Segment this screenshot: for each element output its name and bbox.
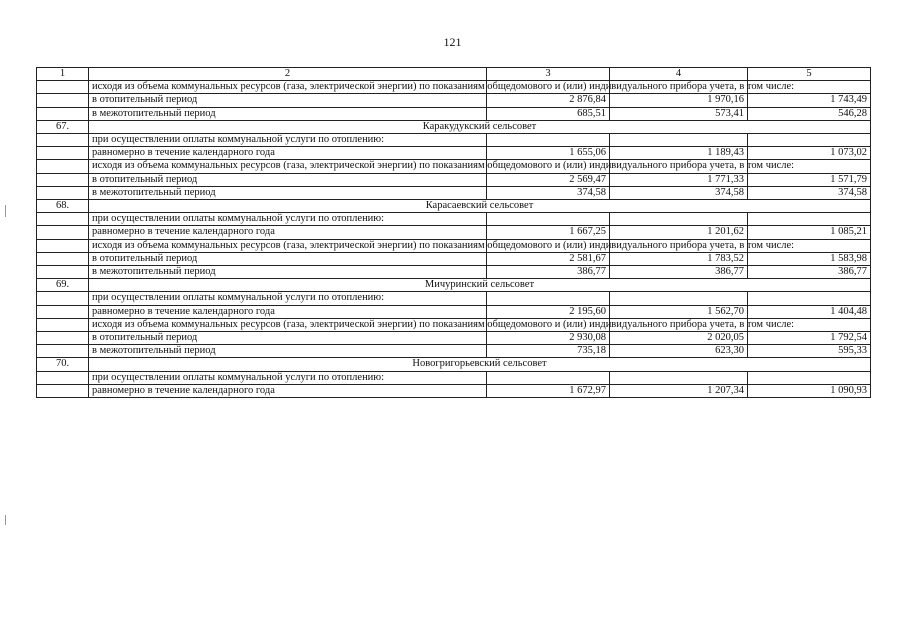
- value-cell: [748, 134, 871, 147]
- value-cell: 1 562,70: [610, 305, 748, 318]
- page-number: 121: [443, 35, 462, 49]
- table-row: [37, 94, 871, 107]
- table-row: [37, 173, 871, 186]
- row-description: в межотопительный период: [89, 186, 487, 199]
- table-row: [37, 147, 871, 160]
- row-number: [37, 371, 89, 384]
- table-row: [37, 332, 871, 345]
- value-cell: 1 073,02: [748, 147, 871, 160]
- value-cell: [610, 213, 748, 226]
- row-description: равномерно в течение календарного года: [89, 305, 487, 318]
- value-cell: 1 189,43: [610, 147, 748, 160]
- section-title: Новогригорьевский сельсовет: [89, 358, 871, 371]
- row-number: [37, 186, 89, 199]
- row-description: исходя из объема коммунальных ресурсов (газа, электрической энергии) по показаниям общедомового и (или) индивидуального прибора учета, в том числе:: [89, 81, 487, 94]
- row-number: [37, 213, 89, 226]
- row-number: 67.: [37, 120, 89, 133]
- value-cell: 386,77: [610, 266, 748, 279]
- value-cell: [748, 371, 871, 384]
- row-number: [37, 107, 89, 120]
- value-cell: [487, 292, 610, 305]
- row-number: [37, 305, 89, 318]
- row-number: [37, 345, 89, 358]
- value-cell: 1 792,54: [748, 332, 871, 345]
- row-number: 70.: [37, 358, 89, 371]
- value-cell: 1 743,49: [748, 94, 871, 107]
- value-cell: 2 569,47: [487, 173, 610, 186]
- table-row: [37, 318, 871, 331]
- row-number: [37, 147, 89, 160]
- value-cell: 685,51: [487, 107, 610, 120]
- table-row: [37, 305, 871, 318]
- row-number: [37, 266, 89, 279]
- value-cell: [487, 213, 610, 226]
- row-number: [37, 384, 89, 397]
- value-cell: 735,18: [487, 345, 610, 358]
- value-cell: 374,58: [748, 186, 871, 199]
- value-cell: 1 783,52: [610, 252, 748, 265]
- row-description: равномерно в течение календарного года: [89, 147, 487, 160]
- value-cell: [487, 371, 610, 384]
- section-row: [37, 279, 871, 292]
- row-number: [37, 239, 89, 252]
- row-number: [37, 94, 89, 107]
- row-description: в отопительный период: [89, 252, 487, 265]
- value-cell: 374,58: [610, 186, 748, 199]
- table-row: [37, 292, 871, 305]
- value-cell: 2 195,60: [487, 305, 610, 318]
- value-cell: 386,77: [748, 266, 871, 279]
- table-row: [37, 266, 871, 279]
- section-title: Карасаевский сельсовет: [89, 200, 871, 213]
- row-description: в межотопительный период: [89, 107, 487, 120]
- row-number: [37, 318, 89, 331]
- row-description: при осуществлении оплаты коммунальной услуги по отоплению:: [89, 371, 487, 384]
- row-number: [37, 81, 89, 94]
- table-row: [37, 81, 871, 94]
- header-row: [37, 68, 871, 81]
- row-number: 68.: [37, 200, 89, 213]
- row-number: [37, 292, 89, 305]
- value-cell: 1 655,06: [487, 147, 610, 160]
- row-description: равномерно в течение календарного года: [89, 226, 487, 239]
- row-description: в межотопительный период: [89, 266, 487, 279]
- row-description: исходя из объема коммунальных ресурсов (газа, электрической энергии) по показаниям общедомового и (или) индивидуального прибора учета, в том числе:: [89, 318, 487, 331]
- row-number: [37, 252, 89, 265]
- row-number: [37, 160, 89, 173]
- value-cell: 623,30: [610, 345, 748, 358]
- row-description: при осуществлении оплаты коммунальной услуги по отоплению:: [89, 134, 487, 147]
- table-row: [37, 213, 871, 226]
- row-description: исходя из объема коммунальных ресурсов (газа, электрической энергии) по показаниям общедомового и (или) индивидуального прибора учета, в том числе:: [89, 160, 487, 173]
- value-cell: [748, 292, 871, 305]
- value-cell: [610, 292, 748, 305]
- value-cell: [748, 213, 871, 226]
- value-cell: [610, 134, 748, 147]
- value-cell: 1 571,79: [748, 173, 871, 186]
- value-cell: [487, 134, 610, 147]
- row-description: в отопительный период: [89, 332, 487, 345]
- section-row: [37, 200, 871, 213]
- column-header: 5: [748, 68, 871, 81]
- table-row: [37, 226, 871, 239]
- column-header: 3: [487, 68, 610, 81]
- table-row: [37, 345, 871, 358]
- table-row: [37, 134, 871, 147]
- value-cell: 374,58: [487, 186, 610, 199]
- row-description: в межотопительный период: [89, 345, 487, 358]
- value-cell: 1 771,33: [610, 173, 748, 186]
- row-description: при осуществлении оплаты коммунальной услуги по отоплению:: [89, 213, 487, 226]
- row-description: при осуществлении оплаты коммунальной услуги по отоплению:: [89, 292, 487, 305]
- value-cell: 2 581,67: [487, 252, 610, 265]
- value-cell: 386,77: [487, 266, 610, 279]
- value-cell: 1 201,62: [610, 226, 748, 239]
- value-cell: 1 207,34: [610, 384, 748, 397]
- row-number: [37, 173, 89, 186]
- row-description: исходя из объема коммунальных ресурсов (газа, электрической энергии) по показаниям общедомового и (или) индивидуального прибора учета, в том числе:: [89, 239, 487, 252]
- table-row: [37, 107, 871, 120]
- section-row: [37, 358, 871, 371]
- row-number: [37, 134, 89, 147]
- row-description: в отопительный период: [89, 173, 487, 186]
- value-cell: 1 090,93: [748, 384, 871, 397]
- column-header: 2: [89, 68, 487, 81]
- value-cell: 1 404,48: [748, 305, 871, 318]
- value-cell: 1 085,21: [748, 226, 871, 239]
- row-description: в отопительный период: [89, 94, 487, 107]
- table-row: [37, 186, 871, 199]
- table-row: [37, 160, 871, 173]
- value-cell: 1 583,98: [748, 252, 871, 265]
- value-cell: 2 930,08: [487, 332, 610, 345]
- table-row: [37, 384, 871, 397]
- value-cell: 546,28: [748, 107, 871, 120]
- section-row: [37, 120, 871, 133]
- value-cell: 573,41: [610, 107, 748, 120]
- section-title: Мичуринский сельсовет: [89, 279, 871, 292]
- value-cell: 2 876,84: [487, 94, 610, 107]
- value-cell: 1 970,16: [610, 94, 748, 107]
- value-cell: 1 672,97: [487, 384, 610, 397]
- tariff-table: [36, 67, 871, 398]
- table-row: [37, 371, 871, 384]
- column-header: 1: [37, 68, 89, 81]
- row-description: равномерно в течение календарного года: [89, 384, 487, 397]
- row-number: [37, 332, 89, 345]
- value-cell: 595,33: [748, 345, 871, 358]
- table-row: [37, 252, 871, 265]
- scan-edge-mark: [5, 205, 6, 217]
- value-cell: 1 667,25: [487, 226, 610, 239]
- value-cell: 2 020,05: [610, 332, 748, 345]
- scan-edge-mark: [5, 515, 6, 525]
- section-title: Каракудукский сельсовет: [89, 120, 871, 133]
- column-header: 4: [610, 68, 748, 81]
- row-number: [37, 226, 89, 239]
- value-cell: [610, 371, 748, 384]
- table-row: [37, 239, 871, 252]
- row-number: 69.: [37, 279, 89, 292]
- table-body: [37, 81, 871, 398]
